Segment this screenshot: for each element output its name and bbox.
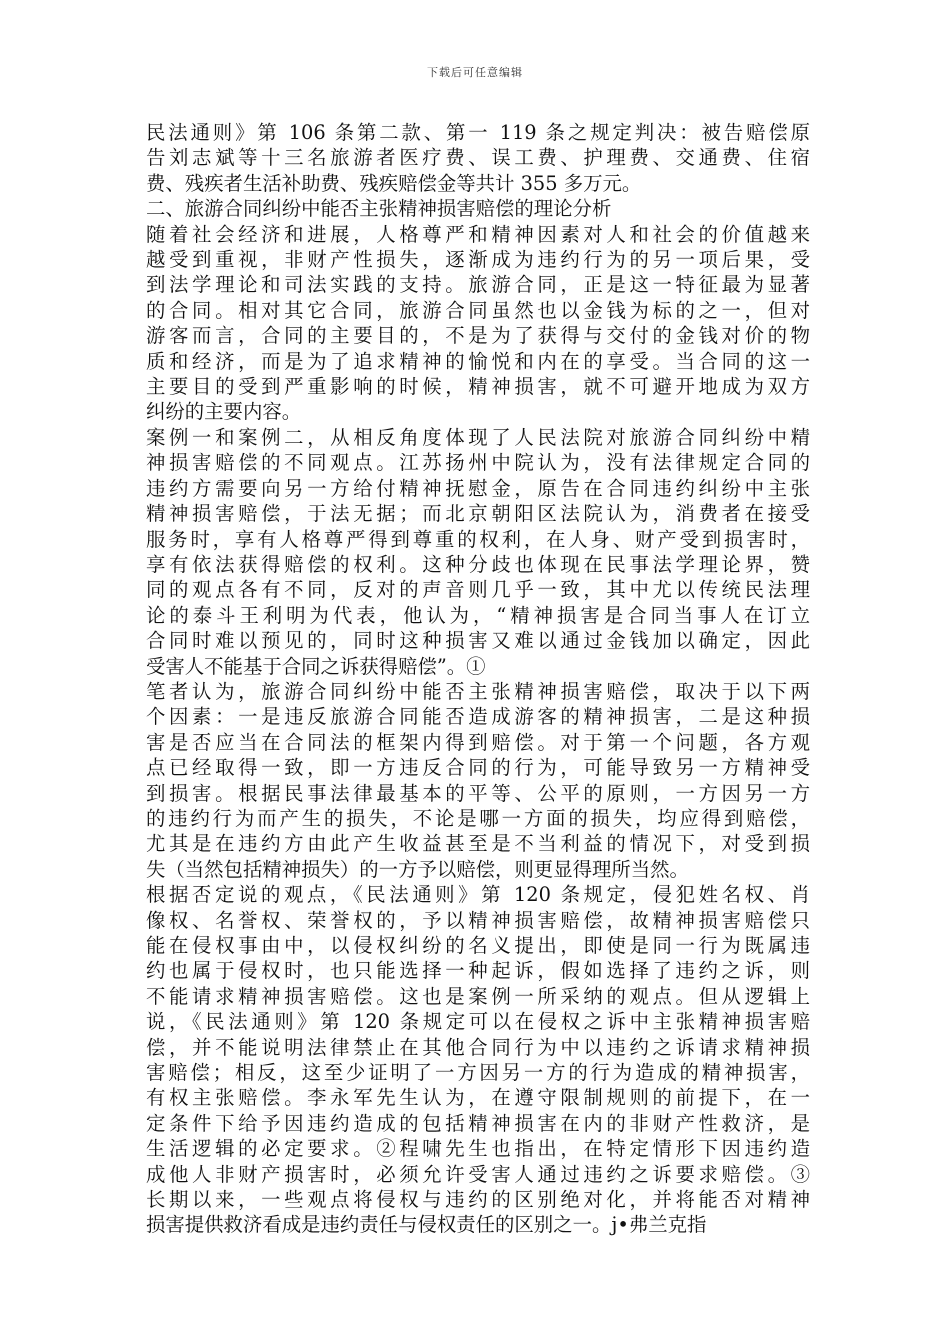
text-line: 论的泰斗王利明为代表，他认为，“精神损害是合同当事人在订立 [146,603,810,627]
paragraph [146,882,810,1238]
text-line: 成他人非财产损害时，必须允许受害人通过违约之诉要求赔偿。③ [146,1162,810,1186]
text-line: 偿，并不能说明法律禁止在其他合同行为中以违约之诉请求精神损 [146,1035,810,1059]
paragraph [146,196,810,221]
text-line: 违约方需要向另一方给付精神抚慰金，原告在合同违约纠纷中主张 [146,476,810,500]
text-line: 不能请求精神损害赔偿。这也是案例一所采纳的观点。但从逻辑上 [146,984,810,1008]
text-line: 害是否应当在合同法的框架内得到赔偿。对于第一个问题，各方观 [146,730,810,754]
document-body [146,120,810,1238]
text-line: 能在侵权事由中，以侵权纠纷的名义提出，即使是同一行为既属违 [146,934,810,957]
text-line: 根据否定说的观点，《民法通则》第 120 条规定，侵犯姓名权、肖 [146,883,810,907]
text-line: 笔者认为，旅游合同纠纷中能否主张精神损害赔偿，取决于以下两 [146,679,810,703]
text-line: 随着社会经济和进展，人格尊严和精神因素对人和社会的价值越来 [146,222,810,246]
text-line: 越受到重视，非财产性损失，逐渐成为违约行为的另一项后果，受 [146,248,810,272]
text-line: 二、旅游合同纠纷中能否主张精神损害赔偿的理论分析 [146,197,612,221]
paragraph [146,679,810,882]
text-line: 合同时难以预见的，同时这种损害又难以通过金钱加以确定，因此 [146,629,810,653]
text-line: 纠纷的主要内容。 [146,400,302,424]
text-line: 游客而言，合同的主要目的，不是为了获得与交付的金钱对价的物 [146,324,810,348]
text-line: 到损害。根据民事法律最基本的平等、公平的原则，一方因另一方 [146,781,810,805]
text-line: 享有依法获得赔偿的权利。这种分歧也体现在民事法学理论界，赞 [146,552,810,576]
text-line: 的违约行为而产生的损失，不论是哪一方面的损失，均应得到赔偿， [146,806,810,830]
text-line: 损害提供救济看成是违约责任与侵权责任的区别之一。j•弗兰克指 [146,1213,707,1237]
text-line: 民法通则》第 106 条第二款、第一 119 条之规定判决：被告赔偿原 [146,121,810,144]
text-line: 约也属于侵权时，也只能选择一种起诉，假如选择了违约之诉，则 [146,959,810,983]
text-line: 害赔偿；相反，这至少证明了一方因另一方的行为造成的精神损害， [146,1061,810,1085]
text-line: 的合同。相对其它合同，旅游合同虽然也以金钱为标的之一，但对 [146,298,810,322]
text-line: 失（当然包括精神损失）的一方予以赔偿，则更显得理所当然。 [146,857,689,881]
text-line: 主要目的受到严重影响的时候，精神损害，就不可避开地成为双方 [146,375,810,399]
text-line: 受害人不能基于合同之诉获得赔偿”。① [146,654,486,678]
text-line: 服务时，享有人格尊严得到尊重的权利，在人身、财产受到损害时， [146,527,810,551]
text-line: 有权主张赔偿。李永军先生认为，在遵守限制规则的前提下，在一 [146,1086,810,1110]
text-line: 个因素：一是违反旅游合同能否造成游客的精神损害，二是这种损 [146,705,810,729]
text-line: 精神损害赔偿，于法无据；而北京朝阳区法院认为，消费者在接受 [146,502,810,526]
text-line: 质和经济，而是为了追求精神的愉悦和内在的享受。当合同的这一 [146,349,810,373]
text-line: 定条件下给予因违约造成的包括精神损害在内的非财产性救济，是 [146,1111,810,1135]
text-line: 神损害赔偿的不同观点。江苏扬州中院认为，没有法律规定合同的 [146,451,810,475]
paragraph [146,425,810,679]
text-line: 案例一和案例二，从相反角度体现了人民法院对旅游合同纠纷中精 [146,425,810,449]
page-header: 下载后可任意编辑 [427,66,523,79]
text-line: 点已经取得一致，即一方违反合同的行为，可能导致另一方精神受 [146,756,810,780]
text-line: 长期以来，一些观点将侵权与违约的区别绝对化，并将能否对精神 [146,1188,810,1212]
text-line: 说，《民法通则》第 120 条规定可以在侵权之诉中主张精神损害赔 [146,1010,810,1034]
paragraph [146,222,810,425]
text-line: 到法学理论和司法实践的支持。旅游合同，正是这一特征最为显著 [146,273,810,297]
text-line: 费、残疾者生活补助费、残疾赔偿金等共计 355 多万元。 [146,171,642,195]
text-line: 生活逻辑的必定要求。②程啸先生也指出，在特定情形下因违约造 [146,1137,810,1161]
paragraph [146,120,810,196]
text-line: 告刘志斌等十三名旅游者医疗费、误工费、护理费、交通费、住宿 [146,146,810,170]
text-line: 同的观点各有不同，反对的声音则几乎一致，其中尤以传统民法理 [146,578,810,602]
text-line: 尤其是在违约方由此产生收益甚至是不当利益的情况下，对受到损 [146,832,810,856]
text-line: 像权、名誉权、荣誉权的，予以精神损害赔偿，故精神损害赔偿只 [146,908,810,932]
